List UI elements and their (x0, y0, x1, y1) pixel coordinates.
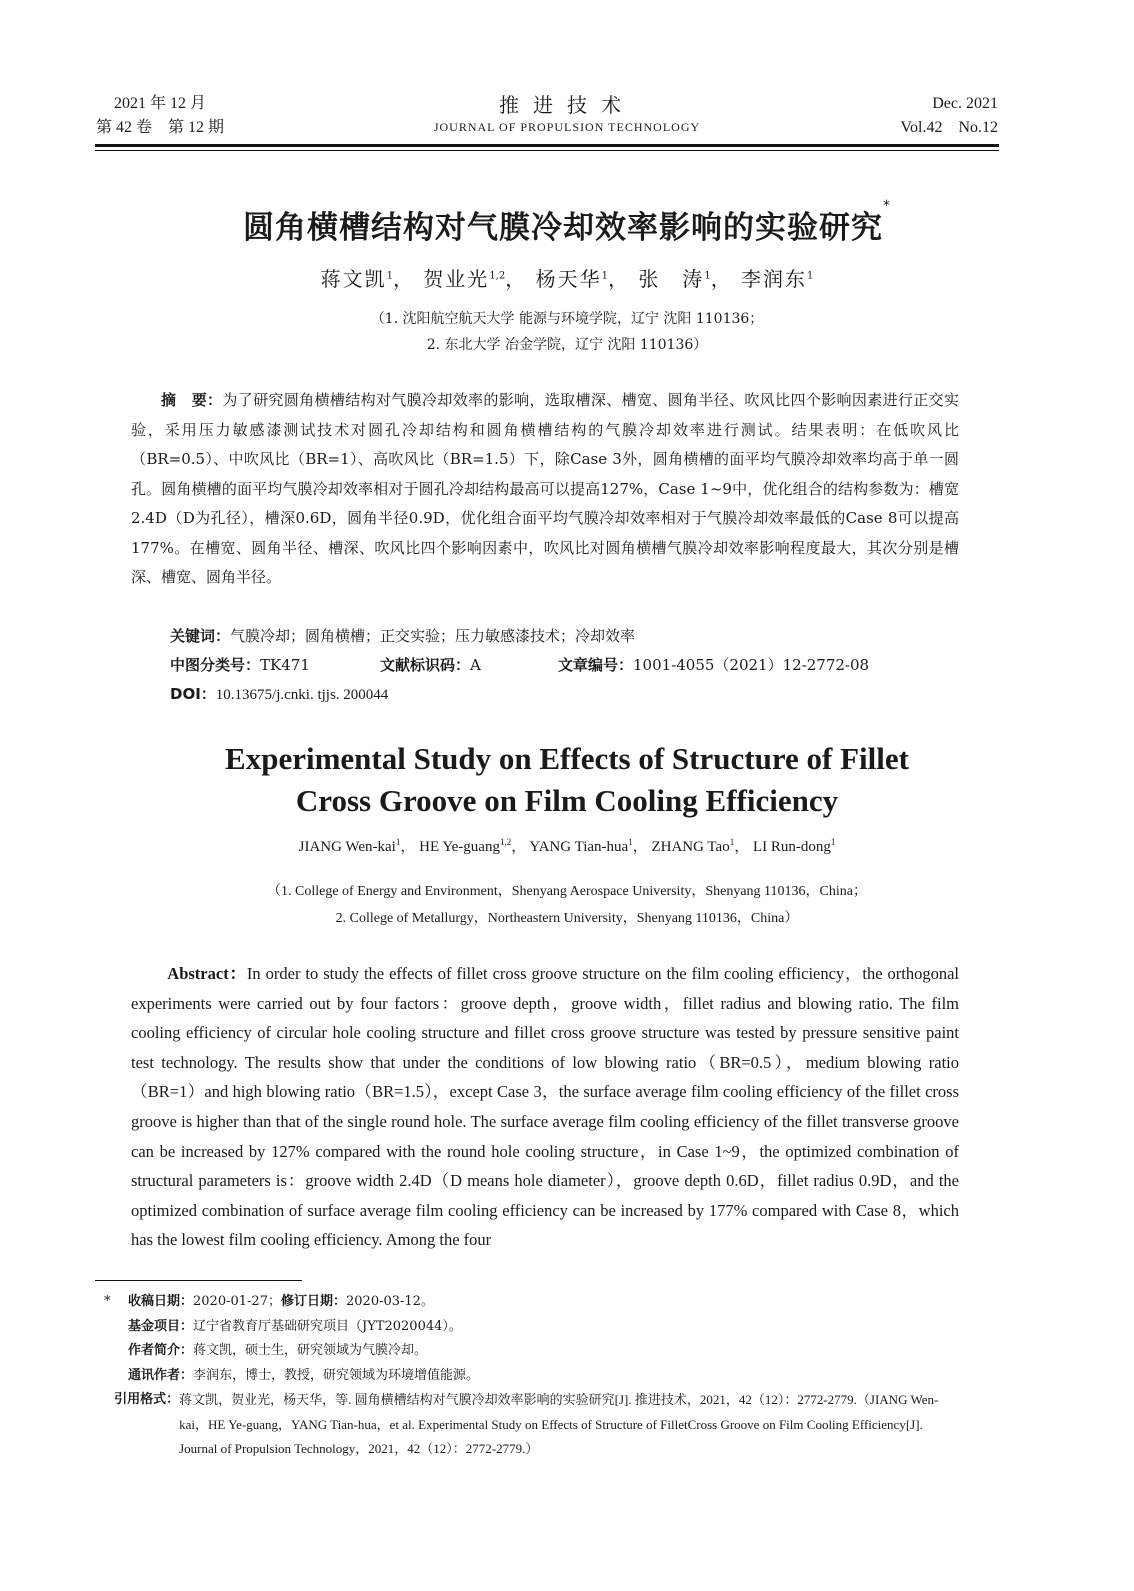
received-date: 2020-01-27； (193, 1294, 281, 1309)
affiliation-en-2: 2. College of Metallurgy，Northeastern University，Shenyang 110136，China） (335, 911, 799, 926)
author-cn: 李润东$^1$ (741, 267, 814, 291)
revised-date: 2020-03-12。 (346, 1294, 434, 1309)
classification-row (170, 651, 970, 680)
clc-label: 中图分类号： (170, 656, 261, 674)
article-no: 1001-4055（2021）12-2772-08 (633, 656, 870, 674)
fund-text: 辽宁省教育厅基础研究项目（JYT2020044）。 (193, 1318, 462, 1334)
author-en: LI Run-dong$^1$ (752, 837, 836, 855)
paper-title-en-line2: Cross Groove on Film Cooling Efficiency (295, 783, 839, 818)
paper-title-cn-text: 圆角横槽结构对气膜冷却效率影响的实验研究 (243, 210, 883, 246)
keywords-row (170, 622, 970, 651)
author-cn: 张 涛$^1$ (638, 267, 711, 291)
citation-text: 蒋文凯，贺业光，杨天华，等. 圆角横槽结构对气膜冷却效率影响的实验研究[J]. 推进技术，2021，42（12）：2772-2779.（JIANG Wen-kai，HE Ye-guang，YANG Tian-hua，et al. Experimental Study on Effects of Structure of FilletCross Groove on Film Cooling Efficiency[J]. Journal of Propulsion Technology，2021，42（12）：2772-2779.） (179, 1392, 939, 1456)
title-footnote-mark: * (883, 198, 891, 214)
header-date-cn: 2021 年 12 月 (114, 95, 207, 112)
footnote-rule (95, 1280, 302, 1281)
bio-label: 作者简介： (128, 1343, 194, 1358)
author-list-cn: 蒋文凯$^1$， 贺业光$^{1,2}$， 杨天华$^1$， 张 涛$^1$， 李润东$^1$ (320, 267, 814, 291)
footnote-bio (104, 1339, 964, 1364)
header-volume-cn: 第 42 卷 第 12 期 (96, 119, 225, 136)
journal-name-cn: 推进技术 (499, 93, 635, 117)
journal-name-en: JOURNAL OF PROPULSION TECHNOLOGY (433, 120, 701, 134)
header-rule-thick (95, 144, 999, 147)
citation-label: 引用格式： (114, 1392, 180, 1407)
author-cn: 蒋文凯$^1$ (320, 267, 393, 291)
doc-code: A (470, 656, 481, 674)
abstract-en (131, 959, 959, 1255)
paper-title-en-line1: Experimental Study on Effects of Structure of Fillet (225, 741, 909, 776)
footnotes (104, 1290, 964, 1462)
author-cn: 贺业光$^{1,2}$ (423, 267, 506, 291)
abstract-cn (131, 386, 959, 593)
header-rule-thin (95, 150, 999, 151)
affiliations-cn (0, 306, 1134, 358)
affiliations-en (0, 878, 1134, 932)
corresponding-text: 李润东，博士，教授，研究领域为环境增值能源。 (193, 1367, 480, 1383)
author-en: JIANG Wen-kai$^1$ (298, 837, 401, 855)
footnote-fund (104, 1315, 964, 1340)
author-en: ZHANG Tao$^1$ (651, 837, 735, 855)
abstract-en-text: In order to study the effects of fillet cross groove structure on the film cooling efficiency，the orthogonal experiments were carried out by four factors：groove depth，groove width，fillet radius and blowing ratio. The film cooling efficiency of circular hole cooling structure and fillet cross groove structure was tested by pressure sensitive paint test technology. The results show that under the conditions of low blowing ratio（BR=0.5），medium blowing ratio（BR=1）and high blowing ratio（BR=1.5），except Case 3，the surface average film cooling efficiency of the fillet cross groove is higher than that of the single round hole. The surface average film cooling efficiency of the fillet transverse groove can be increased by 127% compared with the round hole cooling structure，in Case 1~9，the optimized combination of structural parameters is：groove width 2.4D（D means hole diameter），groove depth 0.6D，fillet radius 0.9D，and the optimized combination of surface average film cooling efficiency can be increased by 177% compared with Case 8，which has the lowest film cooling efficiency. Among the four (131, 964, 959, 1250)
header-date-en: Dec. 2021 (932, 95, 998, 112)
doi-row (170, 680, 970, 710)
paper-title-en (0, 738, 1134, 822)
affiliation-cn-1: （1. 沈阳航空航天大学 能源与环境学院，辽宁 沈阳 110136； (370, 311, 764, 327)
keywords: 气膜冷却；圆角横槽；正交实验；压力敏感漆技术；冷却效率 (230, 627, 636, 645)
abstract-cn-text: 为了研究圆角横槽结构对气膜冷却效率的影响，选取槽深、槽宽、圆角半径、吹风比四个影响因素进行正交实验，采用压力敏感漆测试技术对圆孔冷却结构和圆角横槽结构的气膜冷却效率进行测试。结果表明：在低吹风比（BR=0.5）、中吹风比（BR=1）、高吹风比（BR=1.5）下，除Case 3外，圆角横槽的面平均气膜冷却效率均高于单一圆孔。圆角横槽的面平均气膜冷却效率相对于圆孔冷却结构最高可以提高127%，Case 1~9中，优化组合的结构参数为：槽宽2.4D（D为孔径），槽深0.6D，圆角半径0.9D，优化组合面平均气膜冷却效率相对于气膜冷却效率最低的Case 8可以提高177%。在槽宽、圆角半径、槽深、吹风比四个影响因素中，吹风比对圆角横槽气膜冷却效率影响程度最大，其次分别是槽深、槽宽、圆角半径。 (131, 391, 959, 586)
article-no-label: 文章编号： (558, 656, 634, 674)
author-en: HE Ye-guang$^{1,2}$ (419, 837, 512, 855)
footnote-corresponding (104, 1364, 964, 1389)
doc-code-label: 文献标识码： (380, 656, 471, 674)
clc-code: TK471 (260, 656, 310, 674)
corresponding-label: 通讯作者： (128, 1367, 194, 1383)
meta-block-cn (170, 622, 970, 710)
abstract-cn-label: 摘 要： (161, 391, 223, 409)
author-list-en: JIANG Wen-kai$^1$， HE Ye-guang$^{1,2}$， YANG Tian-hua$^1$， ZHANG Tao$^1$， LI Run-dong$^1$ (298, 837, 836, 855)
footnote-dates (104, 1290, 964, 1315)
bio-text: 蒋文凯，硕士生，研究领域为气膜冷却。 (193, 1343, 428, 1358)
paper-title-cn (0, 198, 1134, 247)
doi[interactable]: 10.13675/j.cnki. tjjs. 200044 (215, 687, 389, 703)
doi-label: DOI： (170, 685, 216, 703)
revised-label: 修订日期： (280, 1294, 346, 1309)
abstract-en-label: Abstract： (167, 964, 247, 983)
author-en: YANG Tian-hua$^1$ (529, 837, 633, 855)
fund-label: 基金项目： (128, 1318, 194, 1334)
keywords-label: 关键词： (170, 627, 231, 645)
footnote-mark: * (104, 1294, 111, 1309)
header-volume-en: Vol.42 No.12 (900, 119, 998, 136)
affiliation-en-1: （1. College of Energy and Environment，Shenyang Aerospace University，Shenyang 110136，China； (267, 884, 867, 899)
received-label: 收稿日期： (128, 1294, 194, 1309)
footnote-citation (104, 1388, 964, 1462)
author-cn: 杨天华$^1$ (535, 267, 608, 291)
header-issue-en (901, 92, 999, 140)
affiliation-cn-2: 2. 东北大学 冶金学院，辽宁 沈阳 110136） (426, 337, 708, 353)
